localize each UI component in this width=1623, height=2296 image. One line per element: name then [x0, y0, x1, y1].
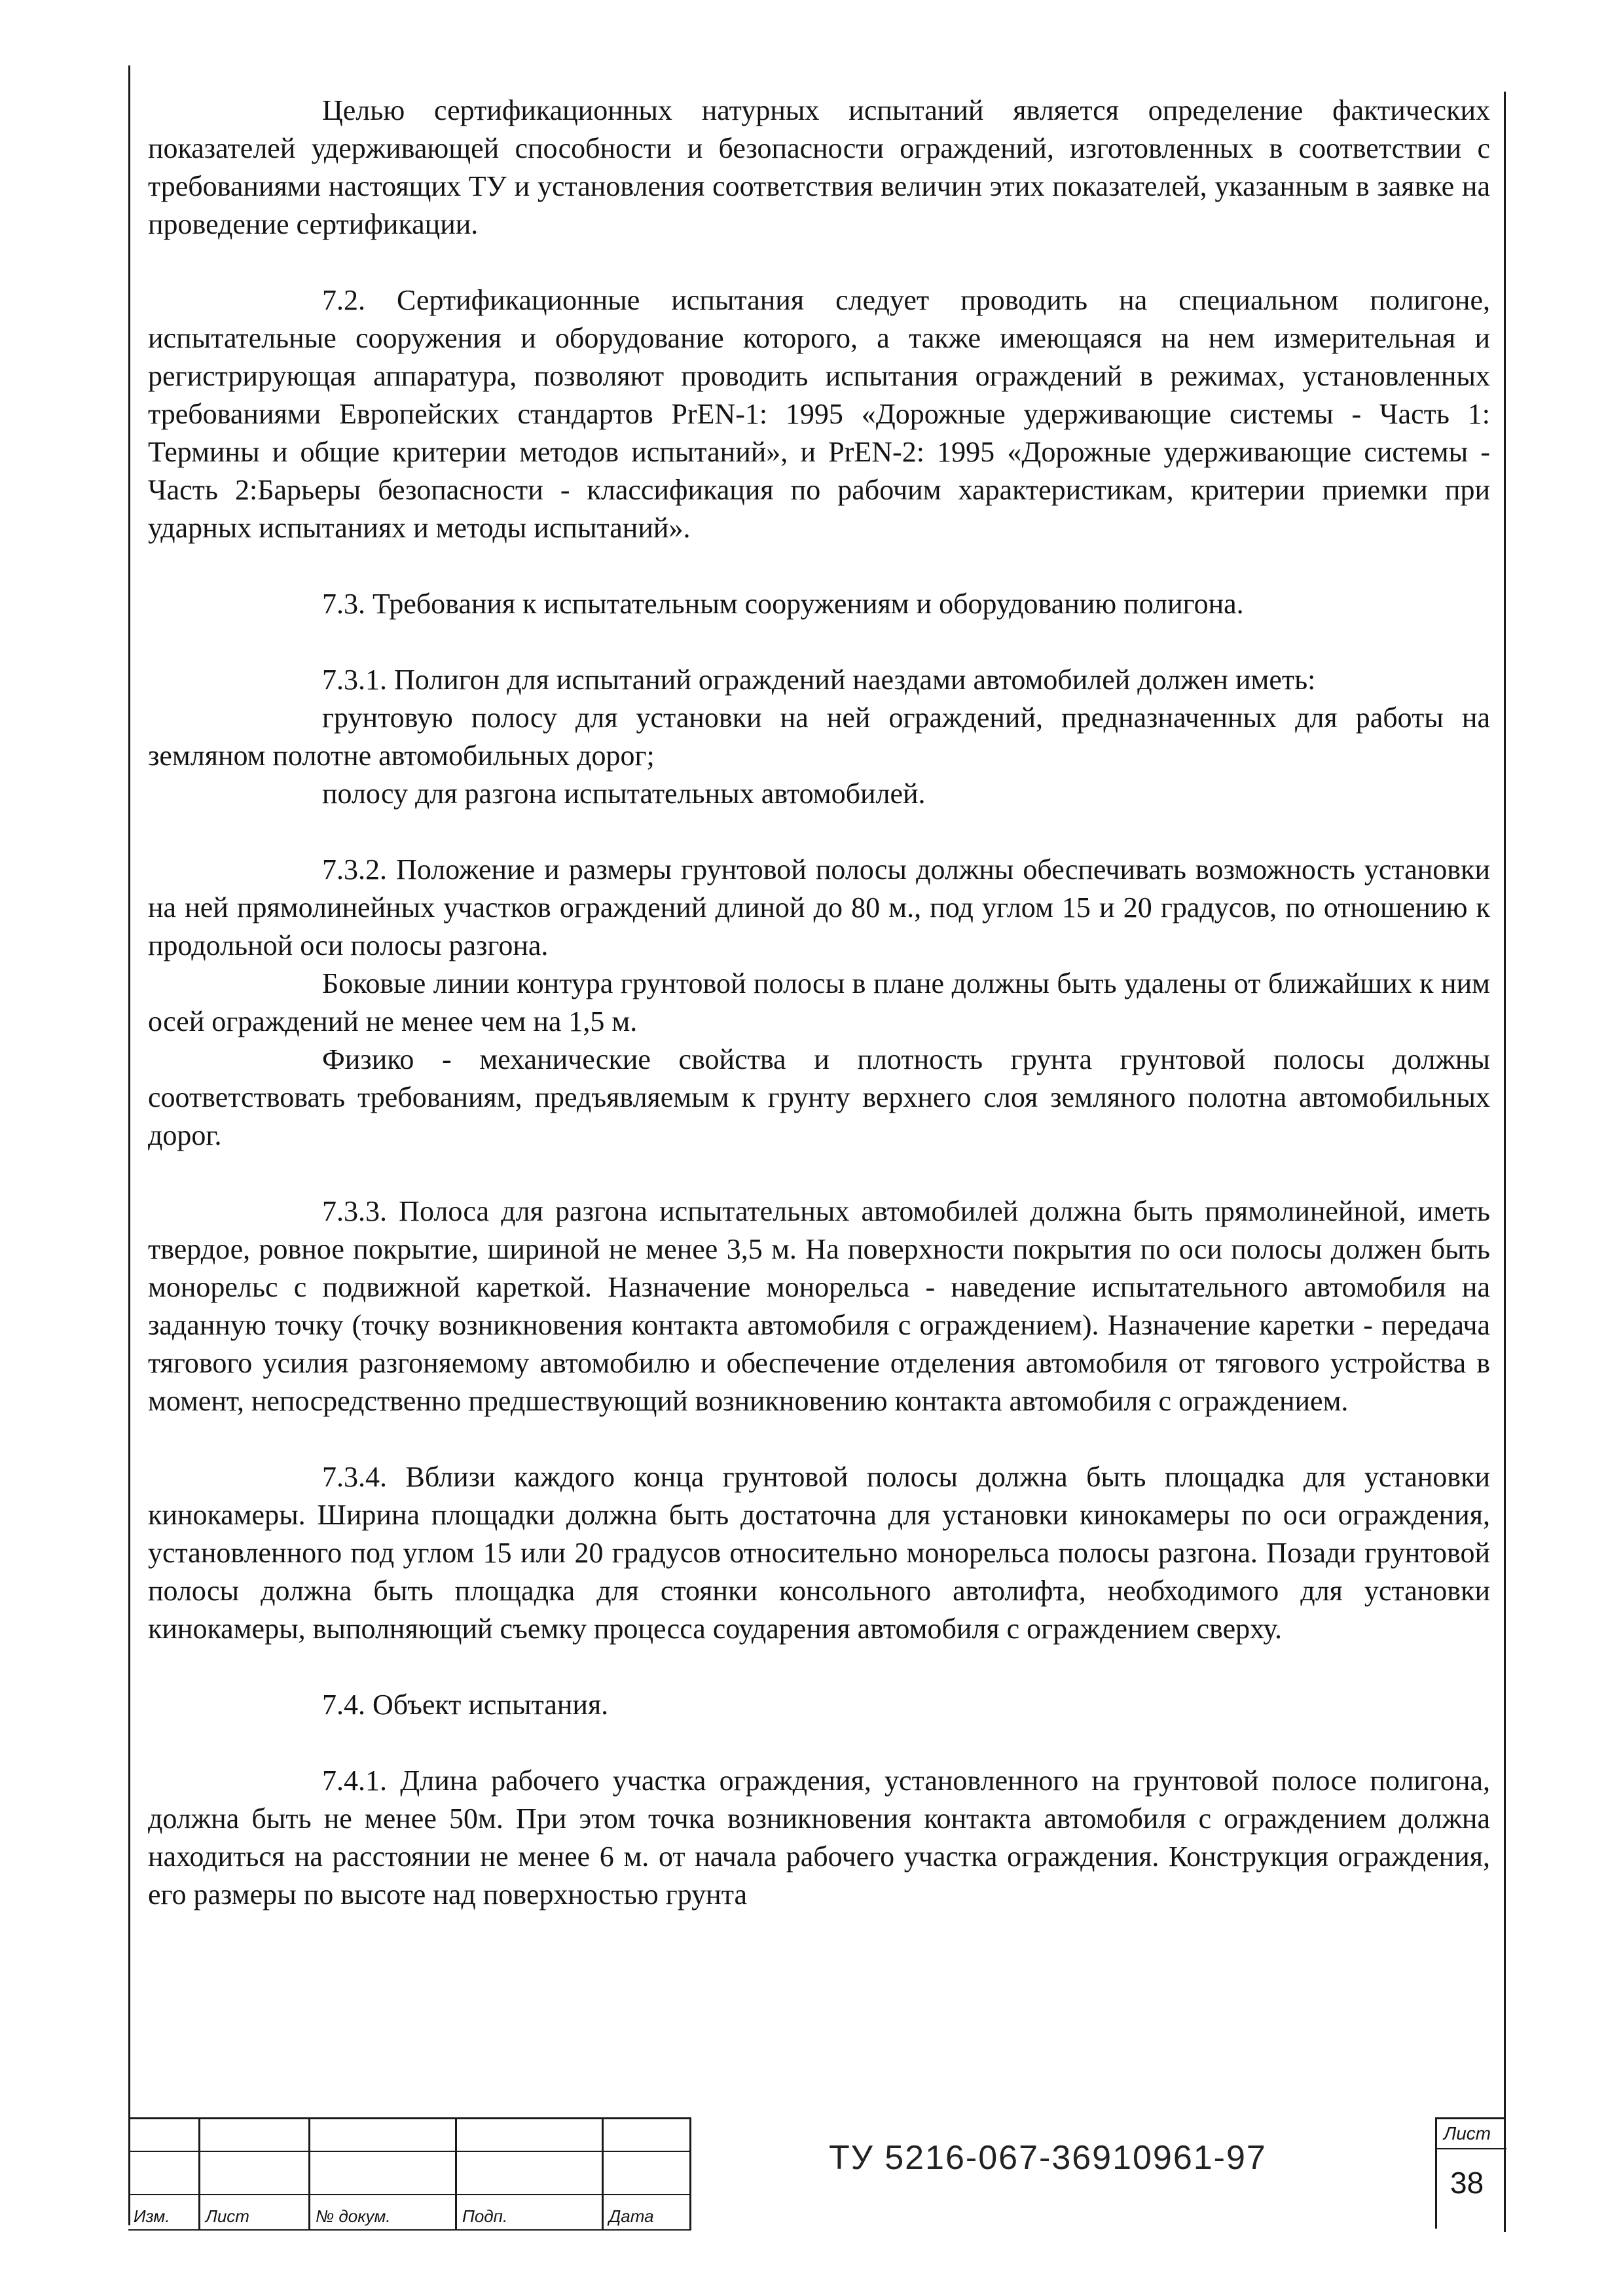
column-header-change	[128, 2195, 200, 2231]
column-label: Лист	[206, 2206, 249, 2226]
column-label: Подп.	[462, 2206, 508, 2226]
revision-cell	[200, 2119, 310, 2152]
revision-cell	[128, 2119, 200, 2152]
revision-cell	[457, 2152, 604, 2195]
paragraph-7-3-4: 7.3.4. Вблизи каждого конца грунтовой полосы должна быть площадка для установки кинокамеры. Ширина площадки должна быть достаточна для установки кинокамеры по оси ограждения, установленного под углом 15 или 20 градусов относительно монорельса полосы разгона. Позади грунтовой полосы должна быть площадка для стоянки консольного автолифта, необходимого для установки кинокамеры, выполняющий съемку процесса соударения автомобиля с ограждением сверху.	[148, 1461, 1490, 1645]
paragraph-7-2: 7.2. Сертификационные испытания следует проводить на специальном полигоне, испытательные сооружения и оборудование которого, а также имеющаяся на нем измерительная и регистрирующая аппаратура, позволяют проводить испытания ограждений в режимах, установленных требованиями Европейских стандартов PrEN-1: 1995 «Дорожные удерживающие системы - Часть 1: Термины и общие критерии методов испытаний», и PrEN-2: 1995 «Дорожные удерживающие системы - Часть 2:Барьеры безопасности - классификация по рабочим характеристикам, критерии приемки при ударных испытаниях и методы испытаний».	[148, 284, 1490, 544]
paragraph-7-3-1-item-2: полосу для разгона испытательных автомобилей.	[322, 778, 926, 810]
paragraph-7-3-2-sides: Боковые линии контура грунтовой полосы в плане должны быть удалены от ближайших к ним осей ограждений не менее чем на 1,5 м.	[148, 967, 1490, 1037]
paragraph-7-3-2-soil: Физико - механические свойства и плотность грунта грунтовой полосы должны соответствовать требованиям, предъявляемым к грунту верхнего слоя земляного полотна автомобильных дорог.	[148, 1043, 1490, 1151]
paragraph-7-3-2: 7.3.2. Положение и размеры грунтовой полосы должны обеспечивать возможность установки на ней прямолинейных участков ограждений длиной до 80 м., под углом 15 и 20 градусов, по отношению к продольной оси полосы разгона.	[148, 853, 1490, 961]
column-header-date	[604, 2195, 691, 2231]
revision-cell	[200, 2152, 310, 2195]
document-body	[148, 92, 1490, 1914]
sheet-number: 38	[1450, 2166, 1484, 2200]
paragraph-7-3-1: 7.3.1. Полигон для испытаний ограждений наездами автомобилей должен иметь:	[322, 664, 1316, 696]
column-label: № докум.	[316, 2206, 391, 2226]
sheet-box	[1435, 2117, 1504, 2229]
revision-cell	[310, 2119, 457, 2152]
column-label: Изм.	[134, 2206, 170, 2226]
document-code: ТУ 5216-067-36910961-97	[829, 2139, 1267, 2177]
page-frame-right	[1504, 92, 1506, 2232]
column-label: Дата	[609, 2206, 654, 2226]
revision-grid	[128, 2117, 691, 2231]
revision-cell	[604, 2119, 691, 2152]
paragraph-7-3-3: 7.3.3. Полоса для разгона испытательных автомобилей должна быть прямолинейной, иметь твердое, ровное покрытие, шириной не менее 3,5 м. На поверхности покрытия по оси полосы должен быть монорельс с подвижной кареткой. Назначение монорельса - наведение испытательного автомобиля на заданную точку (точку возникновения контакта автомобиля с ограждением). Назначение каретки - передача тягового усилия разгоняемому автомобилю и обеспечение отделения автомобиля от тягового устройства в момент, непосредственно предшествующий возникновению контакта автомобиля с ограждением.	[148, 1195, 1490, 1417]
paragraph-intro: Целью сертификационных натурных испытаний является определение фактических показателей удерживающей способности и безопасности ограждений, изготовленных в соответствии с требованиями настоящих ТУ и установления соответствия величин этих показателей, указанным в заявке на проведение сертификации.	[148, 94, 1490, 240]
column-header-sheet	[200, 2195, 310, 2231]
column-header-document-number	[310, 2195, 457, 2231]
revision-cell	[457, 2119, 604, 2152]
paragraph-7-3: 7.3. Требования к испытательным сооружениям и оборудованию полигона.	[322, 588, 1244, 620]
paragraph-7-4: 7.4. Объект испытания.	[322, 1689, 609, 1721]
page-frame-left	[128, 65, 130, 2225]
sheet-divider	[1437, 2148, 1506, 2149]
paragraph-7-3-1-item-1: грунтовую полосу для установки на ней ограждений, предназначенных для работы на земляном полотне автомобильных дорог;	[148, 702, 1490, 772]
column-header-signature	[457, 2195, 604, 2231]
revision-cell	[310, 2152, 457, 2195]
revision-cell	[128, 2152, 200, 2195]
paragraph-7-4-1: 7.4.1. Длина рабочего участка ограждения, установленного на грунтовой полосе полигона, должна быть не менее 50м. При этом точка возникновения контакта автомобиля с ограждением должна находиться на расстоянии не менее 6 м. от начала рабочего участка ограждения. Конструкция ограждения, его размеры по высоте над поверхностью грунта	[148, 1765, 1490, 1910]
sheet-label: Лист	[1444, 2123, 1491, 2144]
title-block	[128, 2117, 1506, 2229]
revision-cell	[604, 2152, 691, 2195]
